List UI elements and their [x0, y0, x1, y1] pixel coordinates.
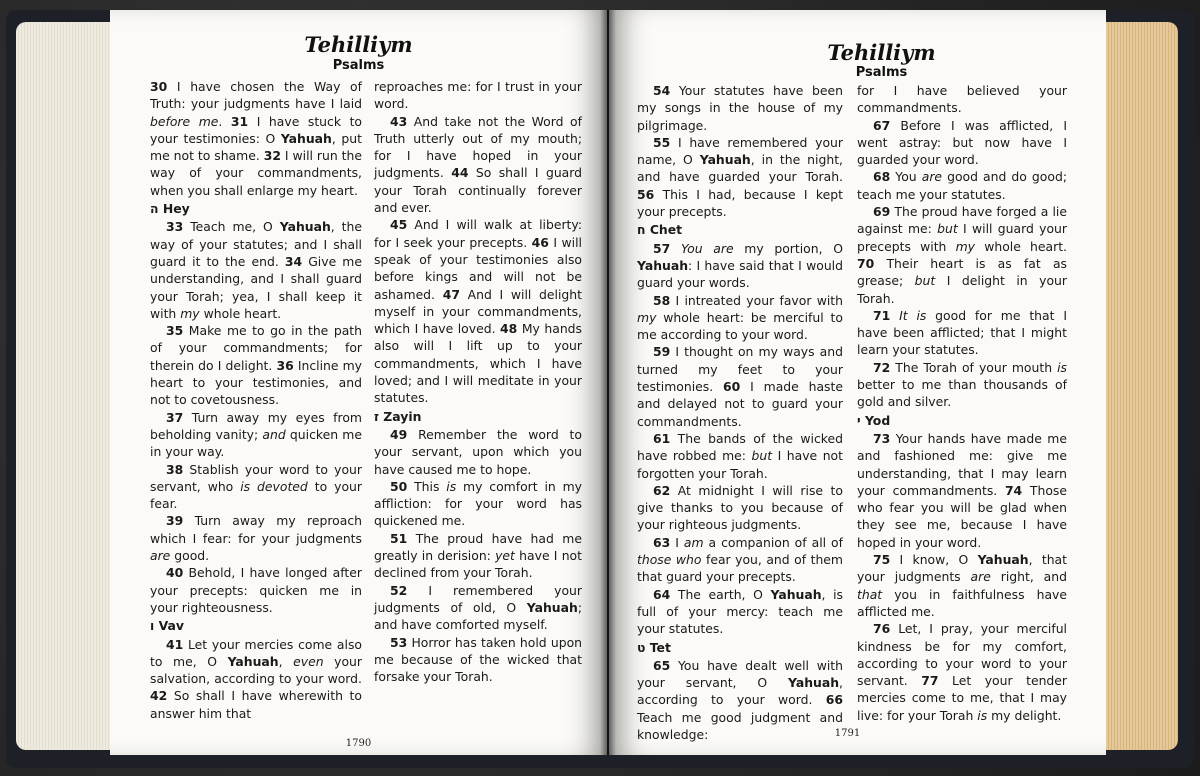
section-letter-heading: י Yod	[857, 412, 891, 428]
section-head: Psalms	[332, 58, 385, 73]
italic-text: before me	[150, 113, 219, 129]
italic-text: even	[293, 653, 324, 669]
right-page	[609, 10, 1106, 755]
italic-text: are	[970, 569, 991, 585]
verse-number: 50	[390, 478, 408, 494]
verse-paragraph: 35 Make me to go in the path of your commandments; for therein do I delight. 36 Incline my heart to your testimonies, and not to covetousness.	[150, 323, 362, 408]
page-number: 1790	[345, 738, 372, 749]
verse-paragraph: 75 I know, O Yahuah, that your judgments are right, and that you in faithfulness have afflicted me.	[857, 552, 1067, 619]
right-page-column-1	[637, 82, 843, 743]
book-gutter	[600, 10, 616, 755]
verse-number: 43	[390, 113, 408, 129]
verse-number: 48	[500, 321, 518, 337]
bold-text: Yahuah	[699, 152, 751, 168]
verse-number: 59	[653, 344, 671, 360]
verse-paragraph: 61 The bands of the wicked have robbed me: but I have not forgotten your Torah.	[637, 430, 843, 481]
verse-number: 44	[451, 165, 469, 181]
verse-paragraph: 65 You have dealt well with your servant, O Yahuah, according to your word. 66 Teach me good judgment and knowledge:	[637, 657, 843, 742]
italic-text: but	[937, 221, 958, 237]
verse-number: 77	[921, 673, 939, 689]
verse-paragraph: 38 Stablish your word to your servant, who is devoted to your fear.	[150, 461, 362, 512]
verse-number: 71	[873, 307, 891, 323]
verse-number: 57	[653, 240, 671, 256]
verse-paragraph: 45 And I will walk at liberty: for I seek your precepts. 46 I will speak of your testimonies also before kings and will not be ashamed. 47 And I will delight myself in your commandments, which I have loved. 48 My hands also will I lift up to your commandments, which I have loved; and I will meditate in your statutes.	[374, 217, 583, 406]
verse-paragraph: 41 Let your mercies come also to me, O Yahuah, even your salvation, according to your word. 42 So shall I have wherewith to answer him that	[150, 636, 362, 721]
italic-text: my	[955, 238, 976, 254]
italic-text: is	[977, 707, 988, 723]
verse-paragraph: 52 I remembered your judgments of old, O Yahuah; and have comforted myself.	[374, 582, 582, 633]
section-letter-heading: ה Hey	[150, 201, 190, 217]
running-head: Tehilliym	[827, 40, 936, 65]
bold-text: Yahuah	[788, 675, 840, 691]
running-head: Tehilliym	[304, 32, 413, 57]
verse-paragraph: 69 The proud have forged a lie against me: but I will guard your precepts with my whole heart. 70 Their heart is as fat as grease; but I delight in your Torah.	[857, 204, 1067, 306]
verse-number: 47	[442, 286, 460, 302]
verse-number: 68	[873, 169, 891, 185]
verse-paragraph: 71 It is good for me that I have been afflicted; that I might learn your statutes.	[857, 307, 1067, 358]
verse-paragraph: 73 Your hands have made me and fashioned me: give me understanding, that I may learn your commandments. 74 Those who fear you will be glad when they see me, because I have hoped in your word.	[857, 430, 1067, 550]
italic-text: and	[262, 426, 286, 442]
italic-text: that	[857, 586, 883, 602]
bold-text: Yahuah	[770, 586, 822, 602]
verse-number: 41	[166, 636, 184, 652]
verse-paragraph: 37 Turn away my eyes from beholding vanity; and quicken me in your way.	[150, 409, 362, 460]
verse-number: 58	[653, 292, 671, 308]
verse-paragraph: 68 You are good and do good; teach me your statutes.	[857, 169, 1067, 202]
verse-number: 63	[653, 534, 671, 550]
verse-paragraph: 64 The earth, O Yahuah, is full of your mercy: teach me your statutes.	[637, 586, 843, 637]
verse-paragraph: 30 I have chosen the Way of Truth: your judgments have I laid before me. 31 I have stuck to your testimonies: O Yahuah, put me not to shame. 32 I will run the way of your commandments, when you shall enlarge my heart.	[150, 79, 363, 198]
verse-number: 69	[873, 204, 891, 220]
verse-number: 52	[390, 582, 408, 598]
right-page-column-2	[857, 82, 1067, 724]
section-letter-heading: ט Tet	[637, 639, 671, 655]
italic-text: are	[921, 169, 943, 185]
italic-text: those who	[637, 552, 702, 568]
italic-text: my	[180, 305, 200, 321]
verse-number: 46	[531, 234, 549, 250]
verse-paragraph: 57 You are my portion, O Yahuah: I have said that I would guard your words.	[637, 240, 843, 291]
verse-paragraph: 50 This is my comfort in my affliction: for your word has quickened me.	[374, 478, 583, 529]
verse-number: 54	[653, 83, 671, 98]
left-page-edges	[16, 22, 120, 750]
italic-text: You are	[680, 240, 734, 256]
italic-text: are	[150, 548, 171, 564]
verse-paragraph: 72 The Torah of your mouth is better to me than thousands of gold and silver.	[857, 359, 1067, 410]
verse-paragraph: 51 The proud have had me greatly in derision: yet have I not declined from your Torah.	[374, 530, 582, 581]
verse-paragraph: for I have believed your commandments.	[857, 83, 1067, 116]
verse-number: 51	[390, 530, 408, 546]
verse-number: 36	[276, 357, 294, 373]
verse-number: 67	[873, 117, 891, 133]
italic-text: my	[637, 309, 657, 325]
verse-number: 33	[166, 219, 184, 235]
verse-paragraph: 43 And take not the Word of Truth utterly out of my mouth; for I have hoped in your judgments. 44 So shall I guard your Torah continually forever and ever.	[374, 113, 583, 216]
verse-number: 30	[150, 79, 168, 94]
left-page-column-2	[374, 78, 582, 685]
verse-paragraph: 67 Before I was afflicted, I went astray: but now have I guarded your word.	[857, 117, 1067, 168]
section-letter-heading: ח Chet	[637, 222, 683, 238]
right-page-edges	[1100, 22, 1178, 750]
verse-number: 75	[873, 552, 891, 568]
section-letter-heading: ו Vav	[150, 618, 184, 634]
section-letter-heading: ז Zayin	[374, 408, 422, 424]
verse-number: 66	[825, 692, 843, 708]
italic-text: but	[914, 273, 936, 289]
verse-number: 62	[653, 482, 671, 498]
verse-number: 38	[166, 461, 184, 477]
verse-number: 74	[1004, 482, 1023, 498]
verse-paragraph: 63 I am a companion of all of those who fear you, and of them that guard your precepts.	[637, 534, 843, 585]
verse-number: 55	[653, 134, 671, 150]
page-number: 1791	[834, 728, 861, 739]
verse-number: 64	[653, 586, 671, 602]
verse-paragraph: 54 Your statutes have been my songs in the house of my pilgrimage.	[637, 83, 843, 133]
italic-text: am	[683, 534, 704, 550]
verse-number: 76	[873, 621, 891, 637]
verse-paragraph: 40 Behold, I have longed after your precepts: quicken me in your righteousness.	[150, 565, 362, 615]
verse-paragraph: 33 Teach me, O Yahuah, the way of your statutes; and I shall guard it to the end. 34 Give me understanding, and I shall guard your Torah; yea, I shall keep it with my whole heart.	[150, 219, 362, 321]
section-head: Psalms	[855, 65, 908, 80]
verse-paragraph: 49 Remember the word to your servant, upon which you have caused me to hope.	[374, 426, 582, 477]
bold-text: Yahuah	[227, 653, 279, 669]
verse-number: 42	[150, 688, 168, 704]
verse-paragraph: 55 I have remembered your name, O Yahuah, in the night, and have guarded your Torah. 56 This I had, because I kept your precepts.	[637, 134, 843, 220]
bold-text: Yahuah	[526, 599, 578, 615]
verse-number: 72	[873, 359, 891, 375]
italic-text: is devoted	[240, 478, 308, 494]
verse-number: 39	[166, 513, 184, 529]
verse-paragraph: 39 Turn away my reproach which I fear: for your judgments are good.	[150, 513, 362, 564]
italic-text: but	[751, 448, 773, 464]
verse-paragraph: 76 Let, I pray, your merciful kindness be for my comfort, according to your word to your servant. 77 Let your tender mercies come to me, that I may live: for your Torah is my delight.	[857, 621, 1067, 723]
verse-number: 73	[873, 430, 891, 446]
italic-text: yet	[495, 548, 515, 564]
left-page	[110, 10, 607, 755]
verse-paragraph: 62 At midnight I will rise to give thanks to you because of your righteous judgments.	[637, 482, 843, 533]
verse-number: 61	[653, 430, 671, 446]
italic-text: It is	[899, 307, 927, 323]
left-page-column-1	[150, 78, 362, 722]
verse-number: 49	[390, 426, 408, 442]
verse-number: 40	[166, 565, 184, 581]
verse-number: 53	[390, 634, 408, 650]
italic-text: is	[1057, 359, 1067, 375]
verse-number: 56	[637, 186, 655, 202]
verse-number: 31	[230, 113, 249, 129]
bold-text: Yahuah	[977, 552, 1029, 568]
bold-text: Yahuah	[279, 219, 331, 235]
verse-paragraph: 53 Horror has taken hold upon me because of the wicked that forsake your Torah.	[374, 634, 582, 685]
verse-paragraph: 58 I intreated your favor with my whole heart: be merciful to me according to your word.	[637, 292, 843, 343]
verse-number: 35	[166, 323, 184, 339]
verse-paragraph: reproaches me: for I trust in your word.	[374, 79, 582, 112]
verse-paragraph: 59 I thought on my ways and turned my feet to your testimonies. 60 I made haste and delayed not to guard your commandments.	[637, 344, 843, 429]
verse-number: 65	[653, 657, 671, 673]
verse-number: 70	[857, 255, 875, 271]
verse-number: 45	[390, 217, 408, 233]
verse-number: 32	[263, 148, 281, 164]
verse-number: 34	[284, 253, 303, 269]
verse-number: 37	[166, 409, 184, 425]
bold-text: Yahuah	[637, 257, 689, 273]
verse-number: 60	[723, 379, 741, 395]
bold-text: Yahuah	[280, 130, 332, 146]
italic-text: is	[446, 478, 457, 494]
